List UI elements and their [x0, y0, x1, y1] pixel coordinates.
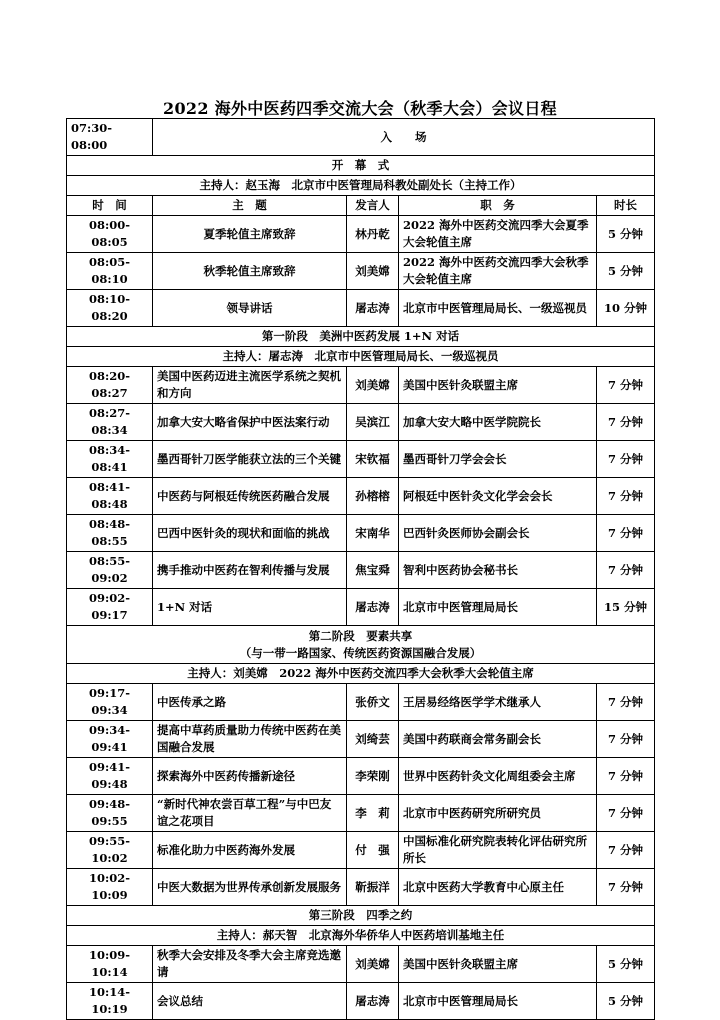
- position-cell: 世界中医药针灸文化周组委会主席: [399, 758, 597, 795]
- speaker-cell: 刘美嫦: [347, 946, 399, 983]
- position-cell: 北京市中医管理局局长: [399, 983, 597, 1020]
- duration-cell: 7 分钟: [597, 795, 655, 832]
- topic-cell: 中医大数据为世界传承创新发展服务: [153, 869, 347, 906]
- section-heading: 第一阶段 美洲中医药发展 1+N 对话: [67, 327, 655, 347]
- column-header-speaker: 发言人: [347, 196, 399, 216]
- position-cell: 加拿大安大略中医学院院长: [399, 404, 597, 441]
- table-row: [67, 869, 655, 906]
- topic-cell: 秋季轮值主席致辞: [153, 253, 347, 290]
- position-cell: 美国中医针灸联盟主席: [399, 946, 597, 983]
- time-cell: 09:41-09:48: [67, 758, 153, 795]
- time-cell: 10:09-10:14: [67, 946, 153, 983]
- time-cell: 10:14-10:19: [67, 983, 153, 1020]
- table-row: [67, 946, 655, 983]
- table-row: [67, 515, 655, 552]
- time-cell: 08:27-08:34: [67, 404, 153, 441]
- entry-label: 入 场: [153, 119, 655, 156]
- column-header-duration: 时长: [597, 196, 655, 216]
- table-row: [67, 156, 655, 176]
- table-row: [67, 926, 655, 946]
- topic-cell: 美国中医药迈进主流医学系统之契机和方向: [153, 367, 347, 404]
- topic-cell: 夏季轮值主席致辞: [153, 216, 347, 253]
- position-cell: 2022 海外中医药交流四季大会夏季大会轮值主席: [399, 216, 597, 253]
- topic-cell: 中医药与阿根廷传统医药融合发展: [153, 478, 347, 515]
- position-cell: 北京市中医管理局局长: [399, 589, 597, 626]
- topic-cell: 探索海外中医药传播新途径: [153, 758, 347, 795]
- topic-cell: 领导讲话: [153, 290, 347, 327]
- time-cell: 07:30-08:00: [67, 119, 153, 156]
- time-cell: 08:34-08:41: [67, 441, 153, 478]
- time-cell: 09:55-10:02: [67, 832, 153, 869]
- section-heading-line: 第二阶段 要素共享: [308, 628, 413, 643]
- speaker-cell: 刘美嫦: [347, 253, 399, 290]
- table-row: [67, 758, 655, 795]
- table-row: [67, 552, 655, 589]
- table-row: [67, 196, 655, 216]
- table-row: [67, 795, 655, 832]
- duration-cell: 7 分钟: [597, 721, 655, 758]
- time-cell: 08:05-08:10: [67, 253, 153, 290]
- position-cell: 北京市中医药研究所研究员: [399, 795, 597, 832]
- table-row: [67, 684, 655, 721]
- time-cell: 09:17-09:34: [67, 684, 153, 721]
- topic-cell: 巴西中医针灸的现状和面临的挑战: [153, 515, 347, 552]
- speaker-cell: 靳振洋: [347, 869, 399, 906]
- section-heading: [67, 626, 655, 664]
- speaker-cell: 宋钦福: [347, 441, 399, 478]
- duration-cell: 7 分钟: [597, 869, 655, 906]
- speaker-cell: 付 强: [347, 832, 399, 869]
- duration-cell: 10 分钟: [597, 290, 655, 327]
- speaker-cell: 焦宝舜: [347, 552, 399, 589]
- position-cell: 美国中医针灸联盟主席: [399, 367, 597, 404]
- speaker-cell: 吴滨江: [347, 404, 399, 441]
- topic-cell: 提高中草药质量助力传统中医药在美国融合发展: [153, 721, 347, 758]
- duration-cell: 7 分钟: [597, 832, 655, 869]
- duration-cell: 7 分钟: [597, 478, 655, 515]
- speaker-cell: 宋南华: [347, 515, 399, 552]
- speaker-cell: 孙榕榕: [347, 478, 399, 515]
- host-line: 主持人：赵玉海 北京市中医管理局科教处副处长（主持工作）: [67, 176, 655, 196]
- position-cell: 墨西哥针刀学会会长: [399, 441, 597, 478]
- duration-cell: 5 分钟: [597, 983, 655, 1020]
- table-row: [67, 216, 655, 253]
- time-cell: 08:41-08:48: [67, 478, 153, 515]
- table-row: [67, 327, 655, 347]
- table-row: [67, 721, 655, 758]
- schedule-table: [66, 118, 655, 1020]
- speaker-cell: 李 莉: [347, 795, 399, 832]
- topic-cell: “新时代神农尝百草工程”与中巴友谊之花项目: [153, 795, 347, 832]
- position-cell: 阿根廷中医针灸文化学会会长: [399, 478, 597, 515]
- time-cell: 08:55-09:02: [67, 552, 153, 589]
- duration-cell: 7 分钟: [597, 758, 655, 795]
- table-row: [67, 347, 655, 367]
- table-row: [67, 290, 655, 327]
- time-cell: 08:10-08:20: [67, 290, 153, 327]
- duration-cell: 7 分钟: [597, 515, 655, 552]
- table-row: [67, 832, 655, 869]
- duration-cell: 7 分钟: [597, 404, 655, 441]
- page-title: 2022 海外中医药四季交流大会（秋季大会）会议日程: [163, 99, 557, 118]
- speaker-cell: 林丹乾: [347, 216, 399, 253]
- table-row: [67, 906, 655, 926]
- table-row: [67, 478, 655, 515]
- duration-cell: 5 分钟: [597, 216, 655, 253]
- position-cell: 巴西针灸医师协会副会长: [399, 515, 597, 552]
- time-cell: 08:20-08:27: [67, 367, 153, 404]
- time-cell: 10:02-10:09: [67, 869, 153, 906]
- duration-cell: 7 分钟: [597, 441, 655, 478]
- table-row: [67, 664, 655, 684]
- speaker-cell: 李荣刚: [347, 758, 399, 795]
- table-row: [67, 626, 655, 664]
- column-header-position: 职 务: [399, 196, 597, 216]
- time-cell: 09:34-09:41: [67, 721, 153, 758]
- table-row: [67, 441, 655, 478]
- host-line: 主持人：郝天智 北京海外华侨华人中医药培训基地主任: [67, 926, 655, 946]
- speaker-cell: 屠志涛: [347, 589, 399, 626]
- topic-cell: 会议总结: [153, 983, 347, 1020]
- position-cell: 北京中医药大学教育中心原主任: [399, 869, 597, 906]
- time-cell: 08:00-08:05: [67, 216, 153, 253]
- table-row: [67, 119, 655, 156]
- position-cell: 北京市中医管理局局长、一级巡视员: [399, 290, 597, 327]
- speaker-cell: 屠志涛: [347, 983, 399, 1020]
- topic-cell: 携手推动中医药在智利传播与发展: [153, 552, 347, 589]
- time-cell: 09:48-09:55: [67, 795, 153, 832]
- column-header-topic: 主 题: [153, 196, 347, 216]
- position-cell: 美国中药联商会常务副会长: [399, 721, 597, 758]
- table-row: [67, 253, 655, 290]
- section-subheading-line: （与一带一路国家、传统医药资源国融合发展）: [239, 645, 482, 660]
- position-cell: 2022 海外中医药交流四季大会秋季大会轮值主席: [399, 253, 597, 290]
- table-row: [67, 367, 655, 404]
- speaker-cell: 刘绮芸: [347, 721, 399, 758]
- section-heading: 第三阶段 四季之约: [67, 906, 655, 926]
- time-cell: 09:02-09:17: [67, 589, 153, 626]
- section-heading: 开 幕 式: [67, 156, 655, 176]
- topic-cell: 加拿大安大略省保护中医法案行动: [153, 404, 347, 441]
- table-row: [67, 176, 655, 196]
- position-cell: 智利中医药协会秘书长: [399, 552, 597, 589]
- topic-cell: 墨西哥针刀医学能获立法的三个关键: [153, 441, 347, 478]
- duration-cell: 15 分钟: [597, 589, 655, 626]
- time-cell: 08:48-08:55: [67, 515, 153, 552]
- topic-cell: 中医传承之路: [153, 684, 347, 721]
- speaker-cell: 刘美嫦: [347, 367, 399, 404]
- duration-cell: 5 分钟: [597, 253, 655, 290]
- table-row: [67, 404, 655, 441]
- topic-cell: 1+N 对话: [153, 589, 347, 626]
- column-header-time: 时 间: [67, 196, 153, 216]
- topic-cell: 秋季大会安排及冬季大会主席竞选邀请: [153, 946, 347, 983]
- topic-cell: 标准化助力中医药海外发展: [153, 832, 347, 869]
- host-line: 主持人：屠志涛 北京市中医管理局局长、一级巡视员: [67, 347, 655, 367]
- speaker-cell: 屠志涛: [347, 290, 399, 327]
- host-line: 主持人：刘美嫦 2022 海外中医药交流四季大会秋季大会轮值主席: [67, 664, 655, 684]
- table-row: [67, 589, 655, 626]
- position-cell: 中国标准化研究院表转化评估研究所所长: [399, 832, 597, 869]
- duration-cell: 5 分钟: [597, 946, 655, 983]
- duration-cell: 7 分钟: [597, 552, 655, 589]
- duration-cell: 7 分钟: [597, 684, 655, 721]
- duration-cell: 7 分钟: [597, 367, 655, 404]
- table-row: [67, 983, 655, 1020]
- speaker-cell: 张侨文: [347, 684, 399, 721]
- position-cell: 王居易经络医学学术继承人: [399, 684, 597, 721]
